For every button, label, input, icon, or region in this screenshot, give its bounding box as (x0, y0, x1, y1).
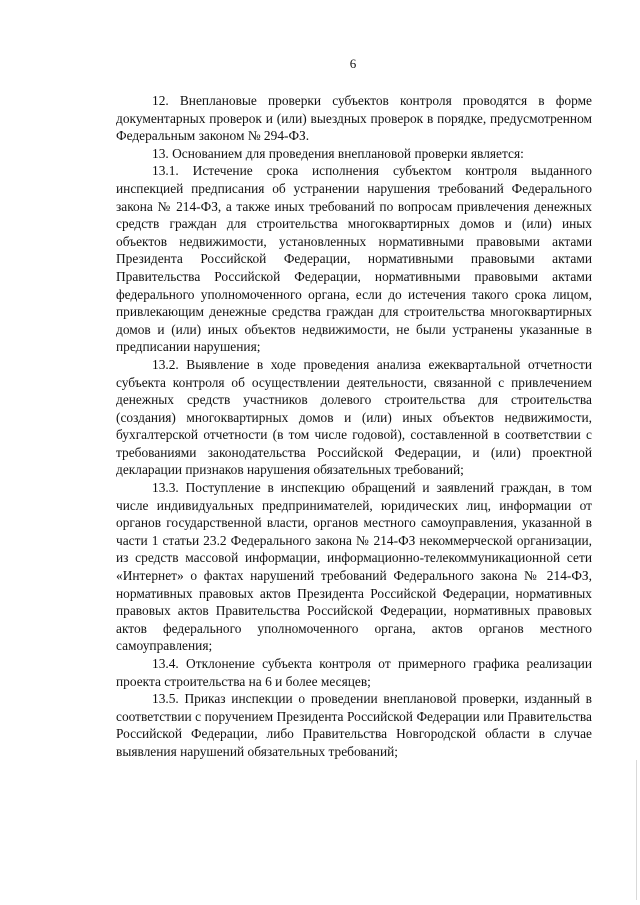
page-number: 6 (349, 56, 357, 71)
paragraph-13-1: 13.1. Истечение срока исполнения субъектом контроля выданного инспекцией предписания об устранении нарушения требований Федерального закона № 214-ФЗ, а также иных требований по вопросам привлечения денежных средств граждан для строительства многоквартирных домов и (или) иных объектов недвижимости, установленных нормативными правовыми актами Президента Российской Федерации, нормативными правовыми актами Правительства Российской Федерации, нормативными правовыми актами федерального уполномоченного органа, если до истечения такого срока лицом, привлекающим денежные средства граждан для строительства многоквартирных домов и (или) иных объектов недвижимости, не были устранены указанные в предписании нарушения; (116, 163, 592, 355)
paragraph-13-4: 13.4. Отклонение субъекта контроля от примерного графика реализации проекта строительства на 6 и более месяцев; (116, 656, 592, 689)
paragraph-13-2: 13.2. Выявление в ходе проведения анализа ежеквартальной отчетности субъекта контроля об осуществлении деятельности, связанной с привлечением денежных средств участников долевого строительства для строительства (создания) многоквартирных домов и (или) иных объектов недвижимости, бухгалтерской отчетности (в том числе годовой), составленной в соответствии с требованиями законодательства Российской Федерации, и (или) проектной декларации признаков нарушения обязательных требований; (116, 356, 592, 478)
scan-edge-line (636, 760, 637, 900)
paragraph-13: 13. Основанием для проведения внеплановой проверки является: (152, 145, 524, 161)
paragraph-13-5: 13.5. Приказ инспекции о проведении внеплановой проверки, изданный в соответствии с поручением Президента Российской Федерации или Правительства Российской Федерации, либо Правительства Новгородской области в случае выявления нарушений обязательных требований; (116, 691, 592, 759)
document-body (116, 92, 592, 761)
paragraph-13-3: 13.3. Поступление в инспекцию обращений и заявлений граждан, в том числе индивидуальных предпринимателей, юридических лиц, информации от органов государственной власти, органов местного самоуправления, указанной в части 1 статьи 23.2 Федерального закона № 214-ФЗ некоммерческой организации, из средств массовой информации, информационно-телекоммуникационной сети «Интернет» о фактах нарушений требований Федерального закона № 214-ФЗ, нормативных правовых актов Президента Российской Федерации, нормативных правовых актов Правительства Российской Федерации, нормативных правовых актов федерального уполномоченного органа, актов органов местного самоуправления; (116, 480, 592, 654)
paragraph-12: 12. Внеплановые проверки субъектов контроля проводятся в форме документарных проверок и (или) выездных проверок в порядке, предусмотренном Федеральным законом № 294-ФЗ. (116, 93, 592, 144)
